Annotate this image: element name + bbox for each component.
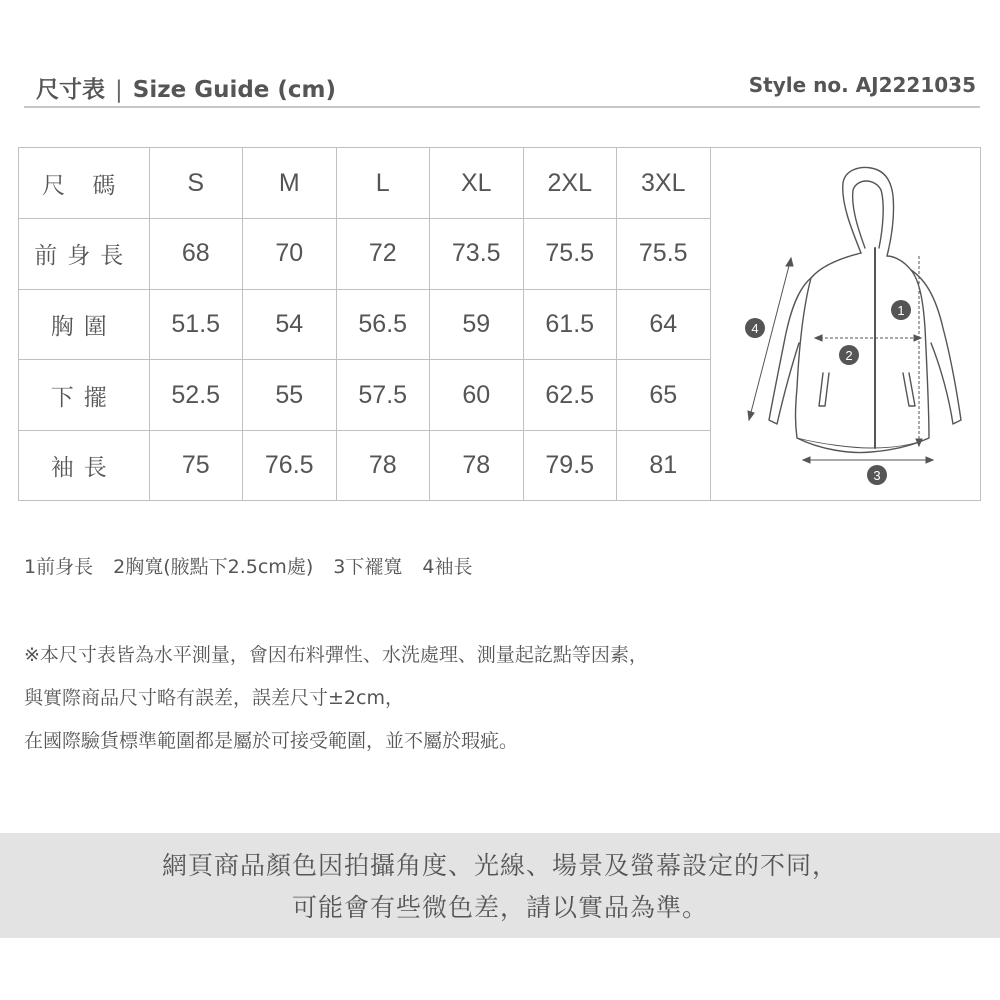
table-cell: 73.5 bbox=[430, 219, 524, 290]
table-cell: 78 bbox=[336, 430, 430, 501]
size-header-label: 尺 碼 bbox=[19, 148, 149, 219]
table-cell: 55 bbox=[243, 360, 337, 431]
marker-label: 2 bbox=[845, 348, 853, 363]
style-number: Style no. AJ2221035 bbox=[748, 73, 976, 97]
table-cell: 72 bbox=[336, 219, 430, 290]
page-title bbox=[36, 71, 336, 104]
legend-item: 4袖長 bbox=[422, 556, 473, 578]
table-cell: 59 bbox=[430, 289, 524, 360]
disclaimer-line-1: 網頁商品顏色因拍攝角度、光線、場景及螢幕設定的不同， bbox=[161, 851, 838, 880]
title-en: Size Guide (cm) bbox=[132, 77, 337, 103]
size-header-cell: 2XL bbox=[523, 148, 617, 219]
table-cell: 70 bbox=[243, 219, 337, 290]
size-header-cell: XL bbox=[430, 148, 524, 219]
legend-item: 1前身長 bbox=[24, 556, 94, 578]
table-cell: 79.5 bbox=[523, 430, 617, 501]
marker-3 bbox=[867, 465, 887, 485]
title-zh: 尺寸表 bbox=[36, 77, 105, 103]
jacket-illustration bbox=[711, 148, 981, 500]
table-cell: 78 bbox=[430, 430, 524, 501]
table-cell: 61.5 bbox=[523, 289, 617, 360]
right-pocket bbox=[903, 373, 915, 406]
size-header-row bbox=[19, 148, 710, 219]
marker-2 bbox=[839, 345, 859, 365]
table-cell: 57.5 bbox=[336, 360, 430, 431]
marker-label: 3 bbox=[873, 468, 881, 483]
marker-label: 4 bbox=[751, 321, 759, 336]
table-cell: 51.5 bbox=[149, 289, 243, 360]
body-outline bbox=[796, 253, 930, 452]
page-header bbox=[24, 68, 980, 108]
size-header-cell: M bbox=[243, 148, 337, 219]
table-cell: 81 bbox=[617, 430, 711, 501]
marker-4 bbox=[745, 318, 765, 338]
table-row bbox=[19, 430, 710, 501]
size-header-cell: L bbox=[336, 148, 430, 219]
jacket-diagram bbox=[710, 148, 981, 500]
size-table bbox=[19, 148, 711, 501]
table-cell: 75.5 bbox=[617, 219, 711, 290]
size-header-cell: S bbox=[149, 148, 243, 219]
table-cell: 65 bbox=[617, 360, 711, 431]
color-disclaimer-banner bbox=[0, 833, 1000, 938]
table-row bbox=[19, 289, 710, 360]
marker-label: 1 bbox=[897, 303, 905, 318]
table-cell: 56.5 bbox=[336, 289, 430, 360]
table-cell: 75.5 bbox=[523, 219, 617, 290]
measurement-legend bbox=[24, 552, 487, 579]
measurement-notes bbox=[24, 640, 648, 769]
size-table-panel bbox=[18, 147, 981, 501]
row-label: 下擺 bbox=[19, 360, 149, 431]
row-label: 胸圍 bbox=[19, 289, 149, 360]
table-cell: 64 bbox=[617, 289, 711, 360]
row-label: 前身長 bbox=[19, 219, 149, 290]
disclaimer-line-2: 可能會有些微色差，請以實品為準。 bbox=[291, 893, 708, 922]
left-sleeve bbox=[769, 278, 811, 424]
title-separator: | bbox=[115, 77, 123, 103]
note-line: 在國際驗貨標準範圍都是屬於可接受範圍，並不屬於瑕疵。 bbox=[24, 730, 519, 752]
table-cell: 52.5 bbox=[149, 360, 243, 431]
note-line: 與實際商品尺寸略有誤差，誤差尺寸±2cm， bbox=[24, 687, 404, 709]
table-cell: 75 bbox=[149, 430, 243, 501]
hood-inner bbox=[853, 181, 884, 248]
table-cell: 76.5 bbox=[243, 430, 337, 501]
legend-item: 3下襬寬 bbox=[333, 556, 403, 578]
table-row bbox=[19, 219, 710, 290]
table-cell: 54 bbox=[243, 289, 337, 360]
table-cell: 62.5 bbox=[523, 360, 617, 431]
row-label: 袖長 bbox=[19, 430, 149, 501]
marker-1 bbox=[891, 300, 911, 320]
left-pocket bbox=[819, 373, 829, 406]
size-header-cell: 3XL bbox=[617, 148, 711, 219]
legend-item: 2胸寬(腋點下2.5cm處) bbox=[113, 556, 314, 578]
note-line: ※本尺寸表皆為水平測量，會因布料彈性、水洗處理、測量起訖點等因素， bbox=[24, 644, 648, 666]
table-row bbox=[19, 360, 710, 431]
table-cell: 60 bbox=[430, 360, 524, 431]
table-cell: 68 bbox=[149, 219, 243, 290]
